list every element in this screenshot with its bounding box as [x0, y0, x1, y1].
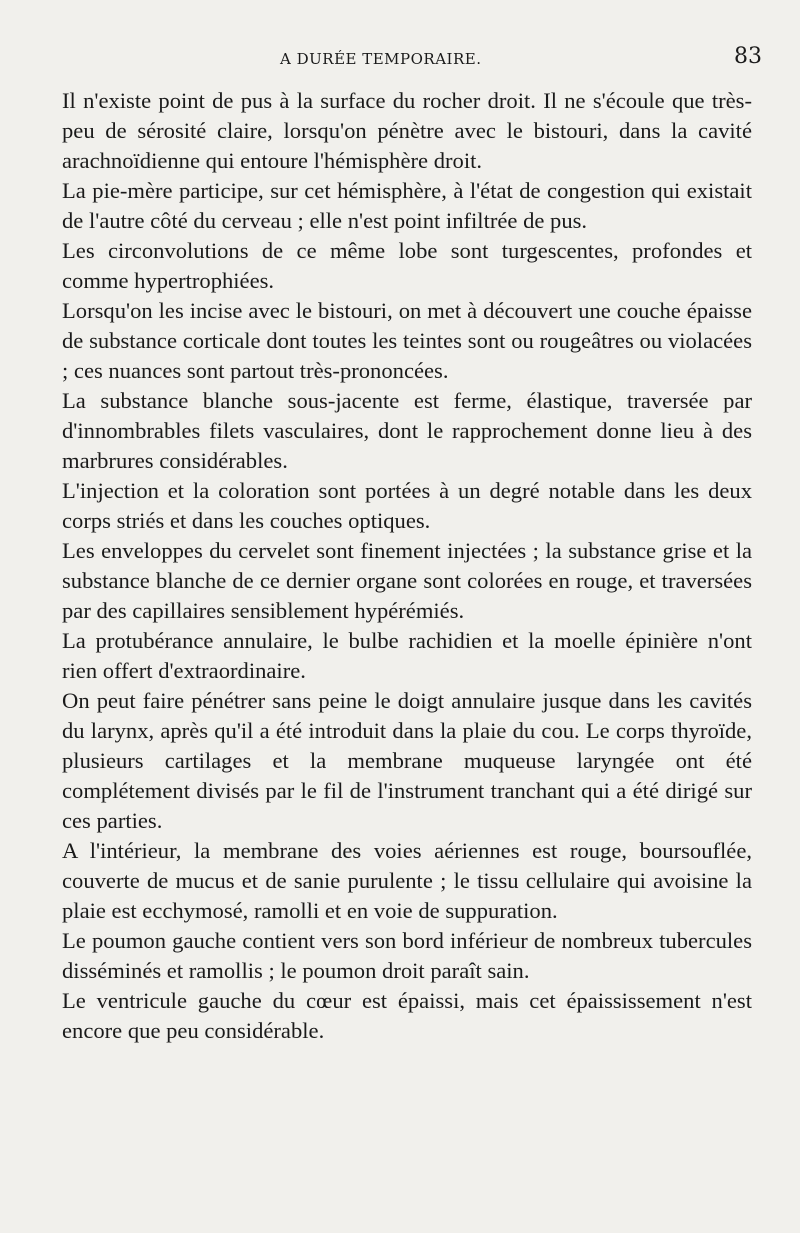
paragraph: La protubérance annulaire, le bulbe rachidien et la moelle épinière n'ont rien offert d'extraordinaire. — [62, 628, 752, 683]
paragraph: Le poumon gauche contient vers son bord inférieur de nombreux tubercules disséminés et ramollis ; le poumon droit paraît sain. — [62, 928, 752, 983]
paragraph: L'injection et la coloration sont portées à un degré notable dans les deux corps striés et dans les couches optiques. — [62, 478, 752, 533]
page-number: 83 — [734, 44, 762, 69]
paragraph: Lorsqu'on les incise avec le bistouri, on met à découvert une couche épaisse de substance corticale dont toutes les teintes sont ou rougeâtres ou violacées ; ces nuances sont partout très-prononcées. — [62, 298, 752, 383]
paragraph: A l'intérieur, la membrane des voies aériennes est rouge, boursouflée, couverte de mucus et de sanie purulente ; le tissu cellulaire qui avoisine la plaie est ecchymosé, ramolli et en voie de suppuration. — [62, 838, 752, 923]
paragraph: La pie-mère participe, sur cet hémisphère, à l'état de congestion qui existait de l'autre côté du cerveau ; elle n'est point infiltrée de pus. — [62, 178, 752, 233]
page-header — [62, 0, 762, 78]
paragraph: Les enveloppes du cervelet sont finement injectées ; la substance grise et la substance blanche de ce dernier organe sont colorées en rouge, et traversées par des capillaires sensiblement hypérémiés. — [62, 538, 752, 623]
body-text — [62, 86, 752, 1046]
paragraph: Il n'existe point de pus à la surface du rocher droit. Il ne s'écoule que très-peu de sérosité claire, lorsqu'on pénètre avec le bistouri, dans la cavité arachnoïdienne qui entoure l'hémisphère droit. — [62, 88, 752, 173]
paragraph: On peut faire pénétrer sans peine le doigt annulaire jusque dans les cavités du larynx, après qu'il a été introduit dans la plaie du cou. Le corps thyroïde, plusieurs cartilages et la membrane muqueuse laryngée ont été complétement divisés par le fil de l'instrument tranchant qui a été dirigé sur ces parties. — [62, 688, 752, 833]
paragraph: Le ventricule gauche du cœur est épaissi, mais cet épaississement n'est encore que peu considérable. — [62, 988, 752, 1043]
paragraph: Les circonvolutions de ce même lobe sont turgescentes, profondes et comme hypertrophiées. — [62, 238, 752, 293]
running-head: A DURÉE TEMPORAIRE. — [280, 50, 482, 68]
paragraph: La substance blanche sous-jacente est ferme, élastique, traversée par d'innombrables filets vasculaires, dont le rapprochement donne lieu à des marbrures considérables. — [62, 388, 752, 473]
